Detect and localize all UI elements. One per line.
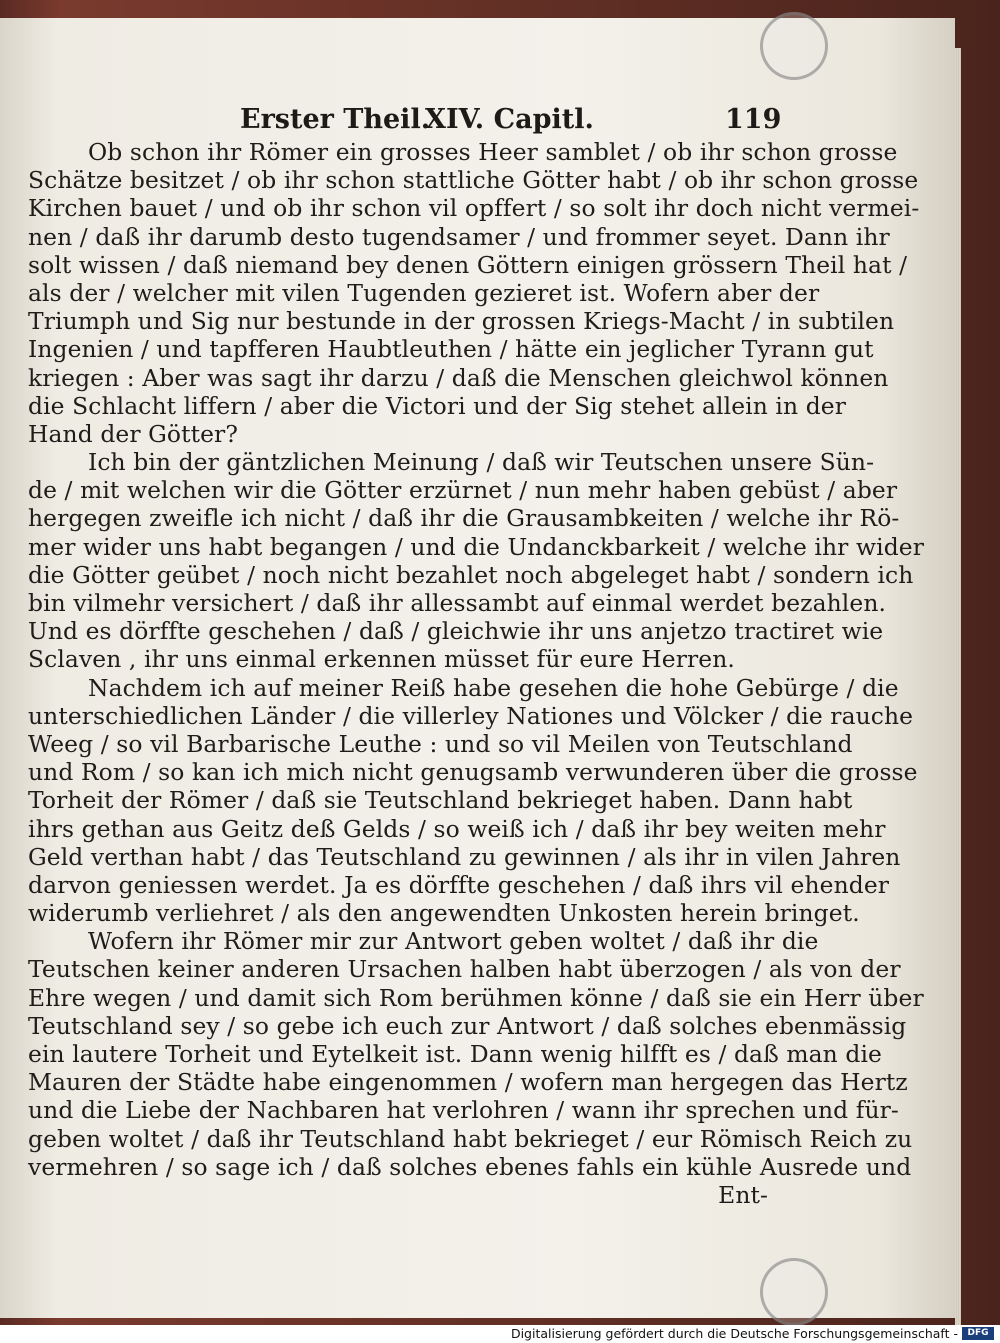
funding-credit: Digitalisierung gefördert durch die Deutsche Forschungsgemeinschaft -: [510, 1326, 958, 1341]
text-line: kriegen : Aber was sagt ihr darzu / daß die Menschen gleichwol können: [28, 363, 889, 392]
text-line: Mauren der Städte habe eingenommen / wofern man hergegen das Hertz: [28, 1068, 908, 1097]
text-line: mer wider uns habt begangen / und die Undanckbarkeit / welche ihr wider: [28, 532, 924, 561]
text-line: Ent-: [718, 1180, 768, 1209]
text-line: Nachdem ich auf meiner Reiß habe gesehen die hohe Gebürge / die: [88, 673, 899, 702]
text-line: Ob schon ihr Römer ein grosses Heer samblet / ob ihr schon grosse: [88, 138, 898, 166]
text-line: bin vilmehr versichert / daß ihr allessambt auf einmal werdet bezahlen.: [28, 589, 887, 617]
page-edges: [955, 48, 961, 1333]
text-line: ein lautere Torheit und Eytelkeit ist. Dann wenig hilfft es / daß man die: [28, 1040, 882, 1068]
text-line: Hand der Götter?: [28, 419, 238, 448]
book-page: [0, 18, 955, 1318]
text-line: Ehre wegen / und damit sich Rom berühmen könne / daß sie ein Herr über: [28, 983, 924, 1012]
text-line: hergegen zweifle ich nicht / daß ihr die Grausambkeiten / welche ihr Rö-: [28, 504, 900, 533]
text-line: Ingenien / und tapfferen Haubtleuthen / hätte ein jeglicher Tyrann gut: [28, 335, 874, 364]
text-line: de / mit welchen wir die Götter erzürnet / nun mehr haben gebüst / aber: [28, 476, 898, 505]
text-line: und Rom / so kan ich mich nicht genugsamb verwunderen über die grosse: [28, 758, 918, 787]
text-line: solt wissen / daß niemand bey denen Göttern einigen grössern Theil hat /: [28, 250, 908, 279]
text-line: widerumb verliehret / als den angewendten Unkosten herein bringet.: [28, 899, 860, 928]
header-part: Erster Theil.: [240, 104, 431, 135]
text-line: nen / daß ihr darumb desto tugendsamer / und frommer seyet. Dann ihr: [28, 222, 890, 251]
text-line: unterschiedlichen Länder / die villerley Nationes und Völcker / die rauche: [28, 701, 914, 730]
page-clip-top: [760, 12, 828, 80]
text-line: darvon geniessen werdet. Ja es dörffte geschehen / daß ihrs vil ehender: [28, 870, 890, 899]
body-text: [28, 138, 924, 1209]
header-chapter: XIV. Capitl.: [425, 104, 594, 135]
text-line: die Schlacht liffern / aber die Victori und der Sig stehet allein in der: [28, 391, 846, 420]
text-line: Kirchen bauet / und ob ihr schon vil opffert / so solt ihr doch nicht vermei-: [28, 194, 920, 223]
text-line: Wofern ihr Römer mir zur Antwort geben woltet / daß ihr die: [88, 927, 819, 956]
text-line: ihrs gethan aus Geitz deß Gelds / so weiß ich / daß ihr bey weiten mehr: [28, 814, 886, 843]
text-line: geben woltet / daß ihr Teutschland habt bekrieget / eur Römisch Reich zu: [28, 1124, 913, 1153]
page-clip-bottom: [760, 1258, 828, 1326]
text-line: Torheit der Römer / daß sie Teutschland bekrieget haben. Dann habt: [28, 786, 853, 815]
text-line: Weeg / so vil Barbarische Leuthe : und so vil Meilen von Teutschland: [28, 729, 853, 758]
text-line: Ich bin der gäntzlichen Meinung / daß wir Teutschen unsere Sün-: [88, 448, 875, 477]
text-line: als der / welcher mit vilen Tugenden gezieret ist. Wofern aber der: [28, 278, 820, 307]
digitization-footer: [0, 1325, 1000, 1343]
text-line: Und es dörffte geschehen / daß / gleichwie ihr uns anjetzo tractiret wie: [28, 617, 884, 646]
text-line: Sclaven , ihr uns einmal erkennen müsset für eure Herren.: [28, 645, 735, 674]
page-number: 119: [725, 104, 782, 135]
text-line: Teutschland sey / so gebe ich euch zur Antwort / daß solches ebenmässig: [28, 1011, 907, 1040]
dfg-logo: DFG: [962, 1327, 994, 1340]
text-line: Geld verthan habt / das Teutschland zu gewinnen / als ihr in vilen Jahren: [28, 842, 901, 871]
text-line: die Götter geübet / noch nicht bezahlet noch abgeleget habt / sondern ich: [28, 560, 914, 589]
text-line: Triumph und Sig nur bestunde in der grossen Kriegs-Macht / in subtilen: [28, 307, 895, 336]
text-line: vermehren / so sage ich / daß solches ebenes fahls ein kühle Ausrede und: [28, 1152, 912, 1181]
running-header: [60, 104, 782, 138]
text-line: Teutschen keiner anderen Ursachen halben habt überzogen / als von der: [28, 955, 901, 984]
text-line: Schätze besitzet / ob ihr schon stattliche Götter habt / ob ihr schon grosse: [28, 166, 919, 195]
text-line: und die Liebe der Nachbaren hat verlohren / wann ihr sprechen und für-: [28, 1096, 899, 1125]
